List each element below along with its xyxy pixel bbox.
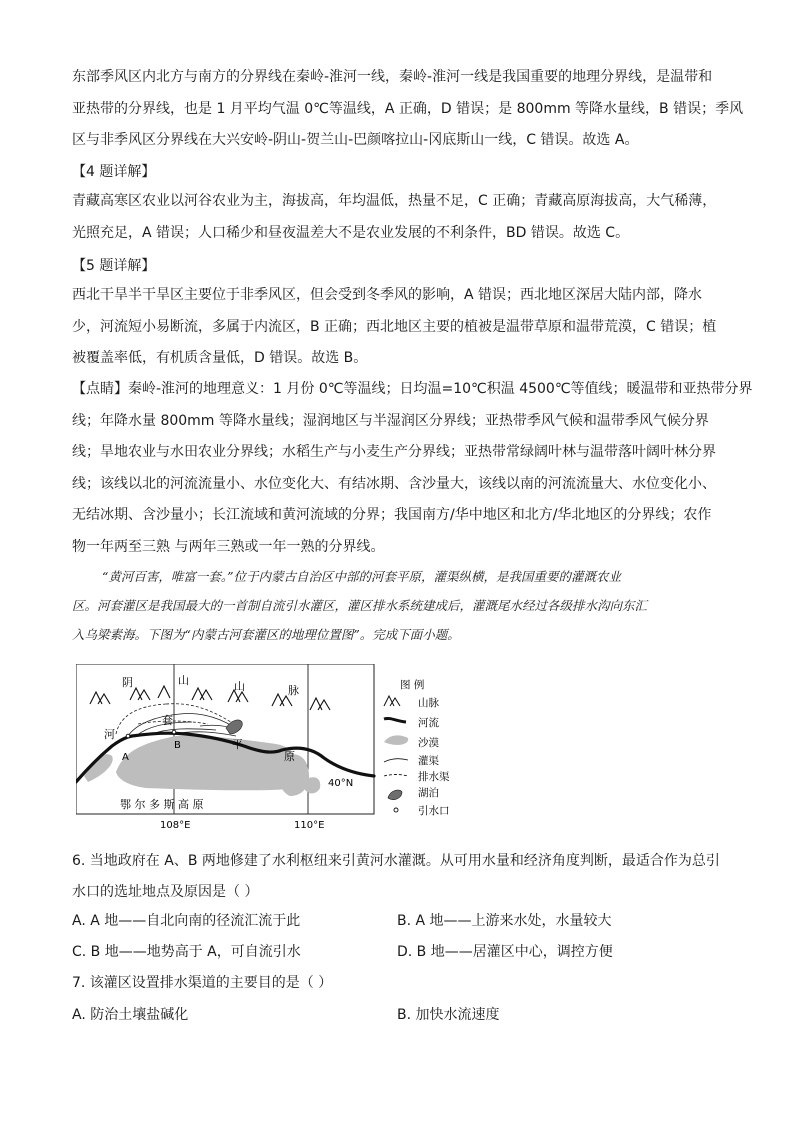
text-line: 物一年两至三熟 与两年三熟或一年一熟的分界线。	[72, 538, 385, 555]
mountain-label-3: 山	[234, 680, 245, 693]
mountain-label-1: 阴	[122, 676, 133, 689]
longitude-label-108: 108°E	[160, 820, 191, 831]
answer-4-explanation	[72, 186, 724, 249]
text-line: 青藏高寒区农业以河谷农业为主，海拔高，年均温低，热量不足，C 正确；青藏高原海拔高，大气稀薄，	[72, 193, 717, 209]
q6-option-d[interactable]: D. B 地——居灌区中心，调控方便	[397, 944, 613, 960]
q6-option-b[interactable]: B. A 地——上游来水处，水量较大	[397, 913, 612, 929]
text-line: 6. 当地政府在 A、B 两地修建了水利枢纽来引黄河水灌溉。从可用水量和经济角度判断，最适合作为总引	[72, 853, 720, 869]
legend-lake-icon	[388, 790, 402, 800]
legend-label: 河流	[418, 717, 439, 729]
text-line: 亚热带的分界线，也是 1 月平均气温 0℃等温线，A 正确，D 错误；是 800mm 等降水量线，B 错误；季风	[72, 100, 744, 117]
legend-label: 沙漠	[418, 737, 439, 749]
key-points-note	[72, 374, 753, 563]
legend-title: 图 例	[400, 679, 425, 691]
text-line: 入乌梁素海。下图为“内蒙古河套灌区的地理位置图”。完成下面小题。	[72, 627, 460, 642]
text-line: 西北干旱半干旱区主要位于非季风区，但会受到冬季风的影响，A 错误；西北地区深居大陆内部，降水	[72, 287, 703, 303]
text-line: 线；年降水量 800mm 等降水量线；湿润地区与半湿润区分界线；亚热带季风气候和温带季风气候分界	[72, 412, 709, 429]
question-4-heading: 【4 题详解】	[72, 164, 156, 180]
answer-3-explanation	[72, 62, 744, 157]
question-7-stem: 7. 该灌区设置排水渠道的主要目的是（ ）	[72, 975, 333, 991]
mountain-label-2: 山	[178, 674, 189, 687]
longitude-label-110: 110°E	[294, 820, 325, 831]
q6-option-c[interactable]: C. B 地——地势高于 A，可自流引水	[72, 944, 301, 960]
answer-5-explanation	[72, 280, 724, 375]
legend-label: 引水口	[418, 805, 450, 817]
plain-label-4: 原	[284, 750, 295, 763]
text-line: “黄河百害，唯富一套。”位于内蒙古自治区中部的河套平原，灌渠纵横，是我国重要的灌溉农业	[102, 569, 622, 584]
point-b-label: B	[174, 740, 181, 751]
text-line: 水口的选址地点及原因是（ ）	[72, 884, 259, 900]
text-line: 线；该线以北的河流流量小、水位变化大、有结冰期、含沙量大，该线以南的河流流量大、水位变化小、	[72, 475, 716, 492]
text-line: 无结冰期、含沙量小；长江流域和黄河流域的分界；我国南方/华中地区和北方/华北地区的分界线；农作	[72, 507, 712, 523]
text-line: 区与非季风区分界线在大兴安岭-阴山-贺兰山-巴颜喀拉山-冈底斯山一线，C 错误。故选 A。	[72, 132, 639, 148]
legend-mountain-icon	[384, 696, 400, 706]
legend-desert-icon	[384, 735, 408, 745]
text-line: 光照充足，A 错误；人口稀少和昼夜温差大不是农业发展的不利条件，BD 错误。故选 C。	[72, 224, 630, 241]
text-line: 被覆盖率低，有机质含量低，D 错误。故选 B。	[72, 350, 368, 366]
point-a-label: A	[122, 752, 129, 763]
legend-label: 山脉	[418, 697, 439, 709]
mountain-label-4: 脉	[288, 684, 299, 697]
legend-canal-icon	[384, 759, 408, 762]
legend-label: 排水渠	[418, 771, 450, 783]
question-6-stem	[72, 846, 720, 908]
plain-label-1: 河	[104, 728, 115, 741]
plain-label-3: 平	[232, 738, 243, 751]
intake-point-b	[172, 730, 176, 734]
question-5-heading: 【5 题详解】	[72, 258, 156, 274]
plain-label-2: 套	[162, 714, 173, 727]
q7-option-a[interactable]: A. 防治土壤盐碱化	[72, 1007, 189, 1023]
legend-intake-icon	[394, 808, 398, 812]
hetao-irrigation-map	[76, 664, 476, 836]
latitude-label: 40°N	[328, 778, 354, 789]
plateau-label: 鄂 尔 多 斯 高 原	[120, 798, 204, 811]
text-line: 区。河套灌区是我国最大的一首制自流引水灌区，灌区排水系统建成后，灌溉尾水经过各级排水沟向东汇	[72, 598, 648, 613]
legend-river-icon	[384, 718, 406, 722]
text-line: 东部季风区内北方与南方的分界线在秦岭-淮河一线，秦岭-淮河一线是我国重要的地理分界线，是温带和	[72, 69, 713, 85]
intake-point-a	[126, 734, 130, 738]
text-line: 线；旱地农业与水田农业分界线；水稻生产与小麦生产分界线；亚热带常绿阔叶林与温带落叶阔叶林分界	[72, 444, 716, 460]
text-line: 【点睛】秦岭-淮河的地理意义：1 月份 0℃等温线；日均温=10℃积温 4500℃等值线；暖温带和亚热带分界	[72, 381, 753, 397]
q7-option-b[interactable]: B. 加快水流速度	[397, 1007, 500, 1023]
legend-label: 湖泊	[418, 787, 439, 799]
legend-label: 灌渠	[418, 755, 439, 767]
q6-option-a[interactable]: A. A 地——自北向南的径流汇流于此	[72, 913, 301, 929]
legend-drain-icon	[384, 775, 408, 777]
passage-intro	[72, 562, 724, 649]
text-line: 少，河流短小易断流，多属于内流区，B 正确；西北地区主要的植被是温带草原和温带荒漠，C 错误；植	[72, 318, 717, 335]
map-legend	[384, 678, 450, 817]
